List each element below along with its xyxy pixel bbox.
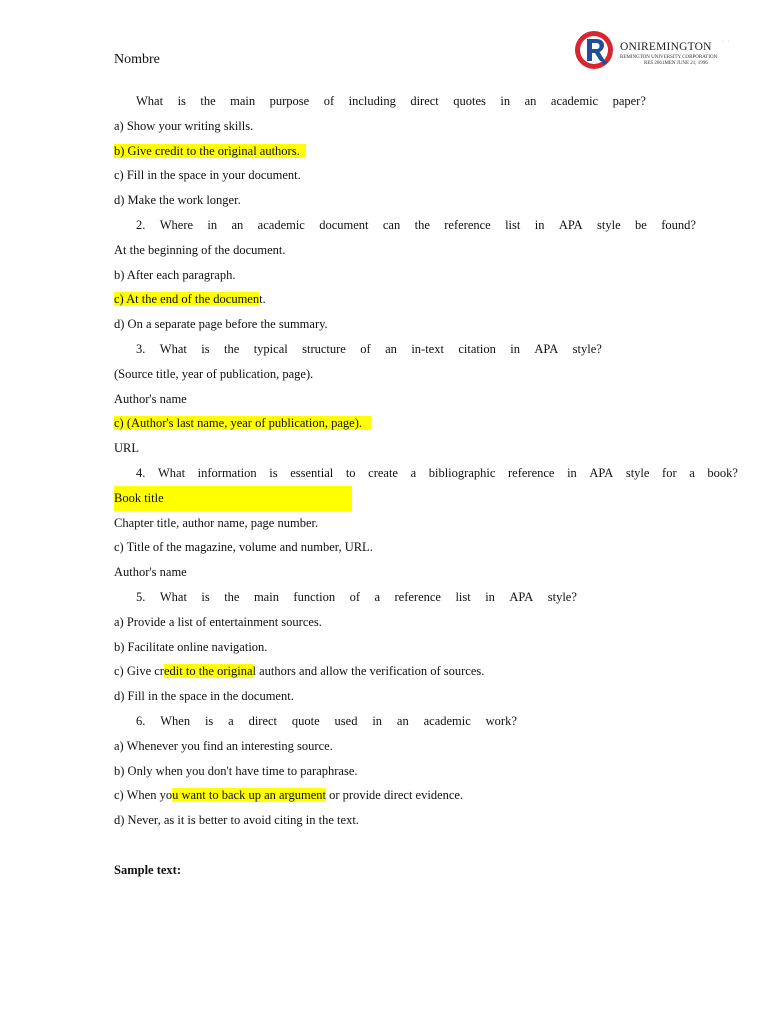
university-logo-icon [574,30,614,70]
q4-option-a [114,486,738,511]
q6-option-c-pre: c) When yo [114,788,173,803]
q3-option-b: Author's name [114,391,187,406]
q5-option-c [114,659,738,684]
logo-title: ONIREMINGTON [620,41,712,53]
logo-subtitle: REMINGTON UNIVERSITY CORPORATION [620,55,718,60]
q6-option-d: d) Never, as it is better to avoid citing in the text. [114,813,359,828]
question-3 [114,337,738,362]
question-2-text: 2. Where in an academic document can the reference list in APA style be found? [136,217,696,232]
q1-option-c: c) Fill in the space in your document. [114,168,301,183]
q6-option-c-post: or provide direct evidence. [326,788,464,803]
q3-option-a: (Source title, year of publication, page). [114,366,314,381]
q5-option-c-pre: c) Give cr [114,664,164,679]
q2-option-a: At the beginning of the document. [114,242,286,257]
question-4-text: 4. What information is essential to create a bibliographic reference in APA style for a book? [136,465,738,480]
q6-option-a: a) Whenever you find an interesting source. [114,738,333,753]
question-1 [114,89,738,114]
university-logo [574,30,744,72]
question-5-text: 5. What is the main function of a reference list in APA style? [136,589,577,604]
q5-option-c-highlight: edit to the origina [163,664,253,679]
q1-option-b-highlight: b) Give credit to the original authors. [114,143,300,158]
quiz-content [114,89,738,883]
question-2 [114,213,738,238]
q6-option-b: b) Only when you don't have time to paraphrase. [114,763,358,778]
q6-option-c [114,783,738,808]
sample-text-label: Sample text: [114,862,181,877]
q5-option-a: a) Provide a list of entertainment sources. [114,614,322,629]
q5-option-b: b) Facilitate online navigation. [114,639,268,654]
question-5 [114,585,738,610]
q5-option-c-post: l authors and allow the verification of sources. [252,664,485,679]
question-3-text: 3. What is the typical structure of an in-text citation in APA style? [136,341,602,356]
q3-option-d: URL [114,441,139,456]
q4-option-c: c) Title of the magazine, volume and number, URL. [114,540,373,555]
q2-option-c [114,287,738,312]
logo-subtitle-resolution: RES 2661MEN JUNE 21, 1996 [644,61,708,66]
q1-option-b [114,139,738,164]
spacer [114,833,738,858]
name-label: Nombre [114,52,160,67]
q1-option-d: d) Make the work longer. [114,193,241,208]
q4-option-b: Chapter title, author name, page number. [114,515,319,530]
q2-option-b: b) After each paragraph. [114,267,236,282]
q4-option-d: Author's name [114,565,187,580]
q5-option-d: d) Fill in the space in the document. [114,689,294,704]
question-6 [114,709,738,734]
question-4 [114,461,738,486]
q6-option-c-highlight: u want to back up an argument [172,788,326,803]
q2-option-c-rest: t. [259,292,266,307]
question-1-text: What is the main purpose of including direct quotes in an academic paper? [136,94,646,108]
q1-option-a: a) Show your writing skills. [114,118,254,133]
q3-option-c [114,411,738,436]
q2-option-d: d) On a separate page before the summary. [114,317,328,332]
q2-option-c-highlight: c) At the end of the documen [114,292,260,307]
q4-option-a-highlight: Book title [114,486,352,511]
q3-option-c-highlight: c) (Author's last name, year of publication, page). [114,416,362,431]
question-6-text: 6. When is a direct quote used in an academic work? [136,713,517,728]
logo-dots: · · [722,39,731,45]
